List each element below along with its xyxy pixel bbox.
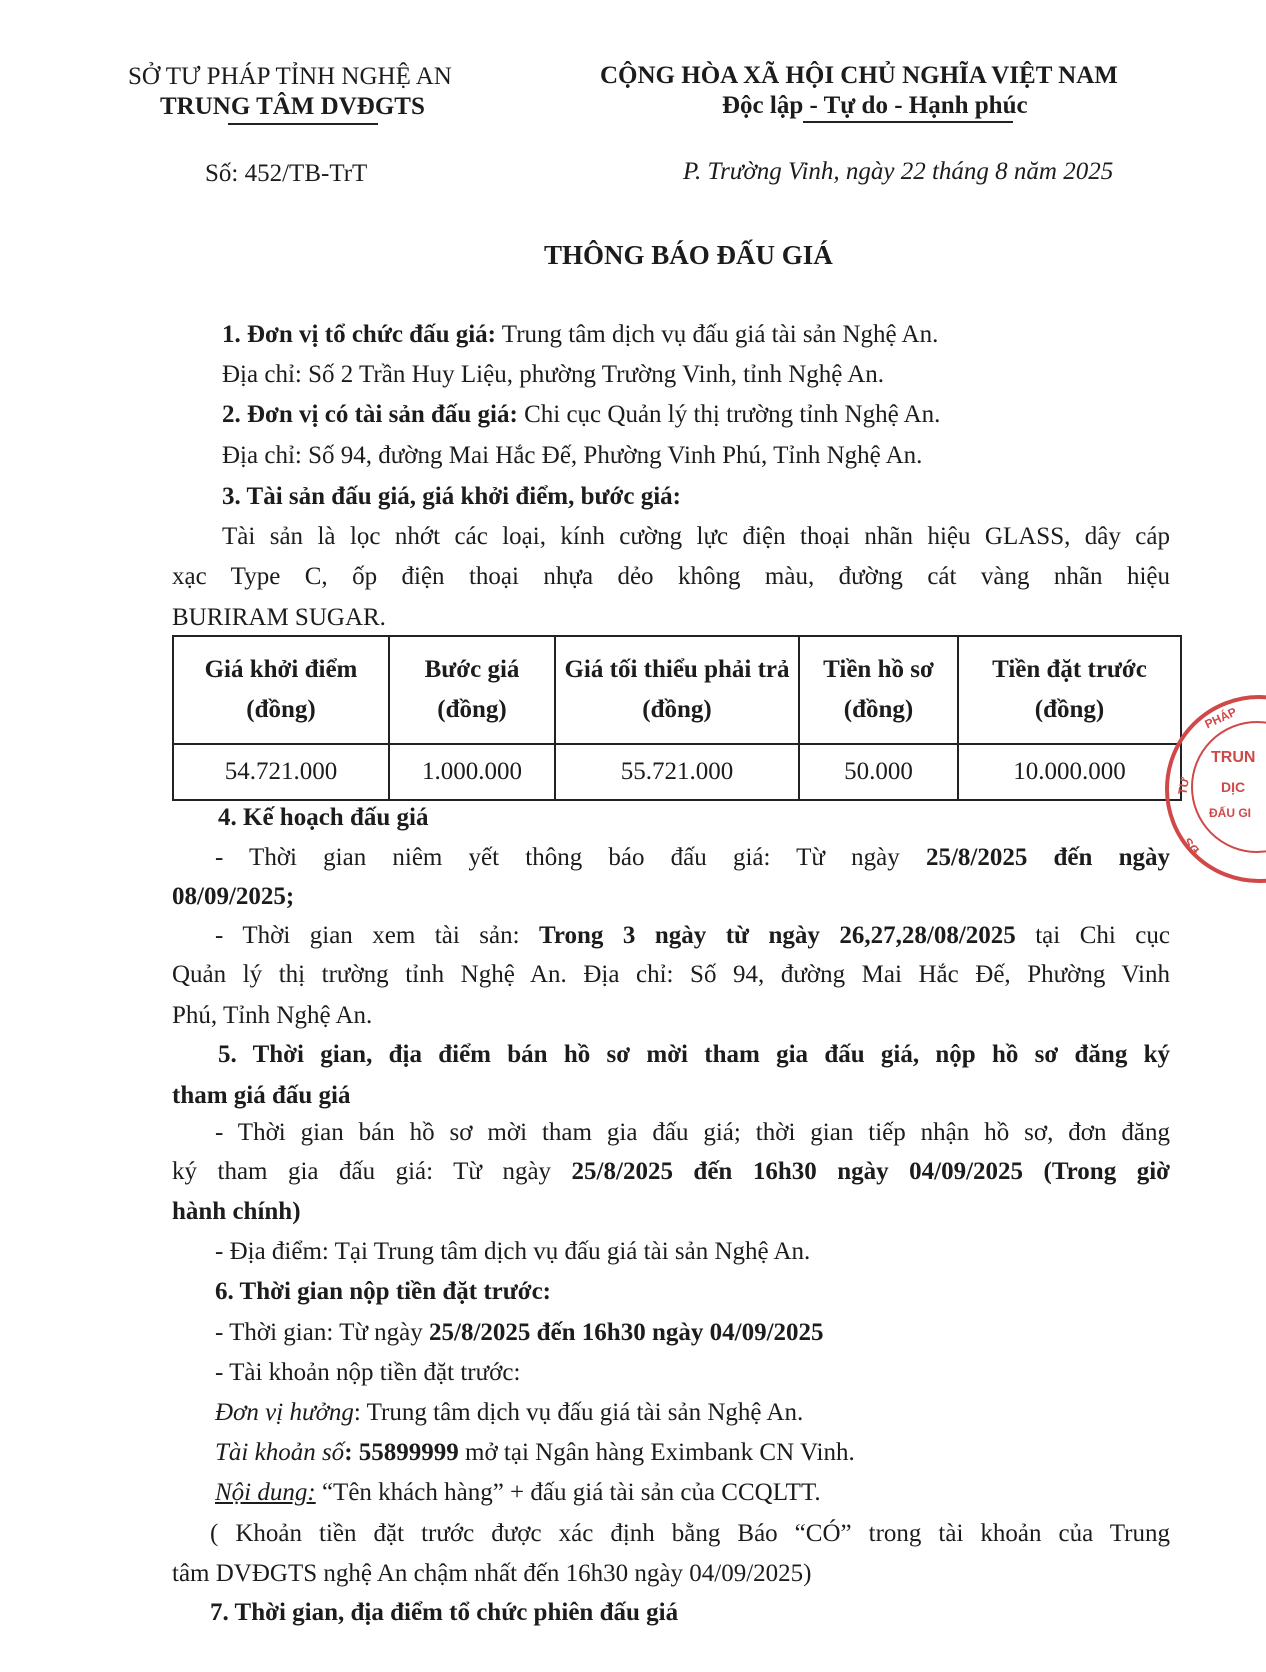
- section-4-viewing-suffix: tại Chi cục: [1015, 922, 1170, 949]
- section-5-time-l1: - Thời gian bán hồ sơ mời tham gia đấu giá; thời gian tiếp nhận hồ sơ, đơn đăng: [215, 1119, 1170, 1146]
- motto: Độc lập - Tự do - Hạnh phúc: [722, 92, 1028, 119]
- section-1-line: [222, 320, 938, 350]
- section-6-label: 6. Thời gian nộp tiền đặt trước:: [215, 1278, 552, 1305]
- fees-table: [172, 635, 1182, 801]
- fees-value-starting-price: 54.721.000: [173, 744, 389, 800]
- fees-value-min-payment: 55.721.000: [555, 744, 799, 800]
- org-name-underline: [228, 123, 378, 125]
- stamp-line-2: DỊC: [1221, 779, 1246, 795]
- section-5-label-l2: tham giá đấu giá: [172, 1082, 351, 1109]
- section-1-label: 1. Đơn vị tổ chức đấu giá:: [222, 321, 496, 348]
- fees-header-starting-price: Giá khởi điểm (đồng): [173, 636, 389, 744]
- section-4-posting-bold: 25/8/2025 đến ngày: [925, 844, 1170, 871]
- section-5-time-l3: hành chính): [172, 1198, 301, 1225]
- section-3-desc-l3: BURIRAM SUGAR.: [172, 604, 386, 631]
- section-5-time-l2: [172, 1152, 1170, 1192]
- beneficiary-value: : Trung tâm dịch vụ đấu giá tài sản Nghệ An.: [353, 1399, 804, 1426]
- org-name: TRUNG TÂM DVĐGTS: [160, 93, 425, 120]
- motto-underline: [803, 121, 1013, 123]
- account-no-value: : 55899999: [344, 1439, 459, 1466]
- place-date: P. Trường Vinh, ngày 22 tháng 8 năm 2025: [683, 158, 1114, 185]
- fees-value-dossier-fee: 50.000: [799, 744, 958, 800]
- section-6-note-l2: tâm DVĐGTS nghệ An chậm nhất đến 16h30 ngày 04/09/2025): [172, 1560, 812, 1587]
- section-2-line: [222, 400, 940, 430]
- beneficiary-label: Đơn vị hưởng: [215, 1399, 354, 1426]
- doc-title: THÔNG BÁO ĐẤU GIÁ: [544, 240, 833, 270]
- section-1-value: Trung tâm dịch vụ đấu giá tài sản Nghệ An.: [496, 321, 939, 348]
- section-2-value: Chi cục Quản lý thị trường tỉnh Nghệ An.: [517, 401, 941, 428]
- stamp-arc-left: TƯ: [1175, 776, 1193, 796]
- stamp-line-1: TRUN: [1211, 749, 1256, 766]
- section-2-label: 2. Đơn vị có tài sản đấu giá:: [222, 401, 518, 428]
- section-7-label: 7. Thời gian, địa điểm tổ chức phiên đấu giá: [210, 1599, 679, 1626]
- doc-number: Số: 452/TB-TrT: [205, 160, 368, 187]
- section-6-content: [215, 1478, 821, 1508]
- section-6-note-l1: ( Khoản tiền đặt trước được xác định bằng Báo “CÓ” trong tài khoản của Trung: [210, 1520, 1170, 1547]
- content-label: Nội dung:: [215, 1479, 316, 1506]
- section-6-time-bold: 25/8/2025 đến 16h30 ngày 04/09/2025: [429, 1319, 824, 1346]
- stamp-arc-top: PHÁP: [1202, 704, 1239, 732]
- section-3-desc-l2: xạc Type C, ốp điện thoại nhựa dẻo không màu, đường cát vàng nhãn hiệu: [172, 563, 1170, 590]
- section-6-beneficiary: [215, 1398, 803, 1428]
- country-name: CỘNG HÒA XÃ HỘI CHỦ NGHĨA VIỆT NAM: [600, 62, 1118, 89]
- fees-value-row: [173, 744, 1181, 800]
- section-4-viewing-bold: Trong 3 ngày từ ngày 26,27,28/08/2025: [539, 922, 1016, 949]
- stamp-line-3: ĐẤU GI: [1209, 806, 1251, 820]
- fees-header-min-payment: Giá tối thiểu phải trả (đồng): [555, 636, 799, 744]
- section-3-label: 3. Tài sản đấu giá, giá khởi điểm, bước giá:: [222, 483, 681, 510]
- fees-header-bid-step: Bước giá (đồng): [389, 636, 555, 744]
- section-4-posting-l2: 08/09/2025;: [172, 883, 295, 910]
- section-4-viewing-prefix: - Thời gian xem tài sản:: [215, 922, 539, 949]
- section-6-account-label: - Tài khoản nộp tiền đặt trước:: [215, 1359, 521, 1386]
- section-4-label: 4. Kế hoạch đấu giá: [218, 804, 429, 831]
- section-5-place: - Địa điểm: Tại Trung tâm dịch vụ đấu giá tài sản Nghệ An.: [215, 1238, 811, 1265]
- section-4-posting-l1: [215, 838, 1170, 878]
- section-2-address: Địa chỉ: Số 94, đường Mai Hắc Đế, Phường Vinh Phú, Tỉnh Nghệ An.: [222, 442, 923, 469]
- section-5-time-prefix: ký tham gia đấu giá: Từ ngày: [172, 1158, 572, 1185]
- fees-header-deposit: Tiền đặt trước (đồng): [958, 636, 1181, 744]
- section-5-label-l1: 5. Thời gian, địa điểm bán hồ sơ mời tham gia đấu giá, nộp hồ sơ đăng ký: [218, 1041, 1170, 1068]
- section-4-viewing-l1: [215, 916, 1170, 956]
- section-6-account-no: [215, 1438, 855, 1468]
- fees-value-deposit: 10.000.000: [958, 744, 1181, 800]
- section-3-desc-l1: Tài sản là lọc nhớt các loại, kính cường lực điện thoại nhãn hiệu GLASS, dây cáp: [222, 523, 1170, 550]
- account-bank: mở tại Ngân hàng Eximbank CN Vinh.: [458, 1439, 855, 1466]
- section-4-viewing-l2: Quản lý thị trường tỉnh Nghệ An. Địa chỉ: Số 94, đường Mai Hắc Đế, Phường Vinh: [172, 961, 1170, 988]
- fees-value-bid-step: 1.000.000: [389, 744, 555, 800]
- fees-header-dossier-fee: Tiền hồ sơ (đồng): [799, 636, 958, 744]
- section-4-posting-prefix: - Thời gian niêm yết thông báo đấu giá: Từ ngày: [215, 844, 926, 871]
- account-no-label: Tài khoản số: [215, 1439, 345, 1466]
- org-parent: SỞ TƯ PHÁP TỈNH NGHỆ AN: [128, 63, 452, 90]
- section-1-address: Địa chỉ: Số 2 Trần Huy Liệu, phường Trường Vinh, tỉnh Nghệ An.: [222, 361, 885, 388]
- section-6-time-prefix: - Thời gian: Từ ngày: [215, 1319, 430, 1346]
- fees-header-row: [173, 636, 1181, 744]
- section-4-viewing-l3: Phú, Tỉnh Nghệ An.: [172, 1002, 373, 1029]
- section-5-time-bold: 25/8/2025 đến 16h30 ngày 04/09/2025 (Trong giờ: [571, 1158, 1170, 1185]
- content-value: “Tên khách hàng” + đấu giá tài sản của CCQLTT.: [315, 1479, 821, 1506]
- section-6-time: [215, 1318, 824, 1348]
- stamp-arc-bottom: ĐS: [1180, 835, 1203, 857]
